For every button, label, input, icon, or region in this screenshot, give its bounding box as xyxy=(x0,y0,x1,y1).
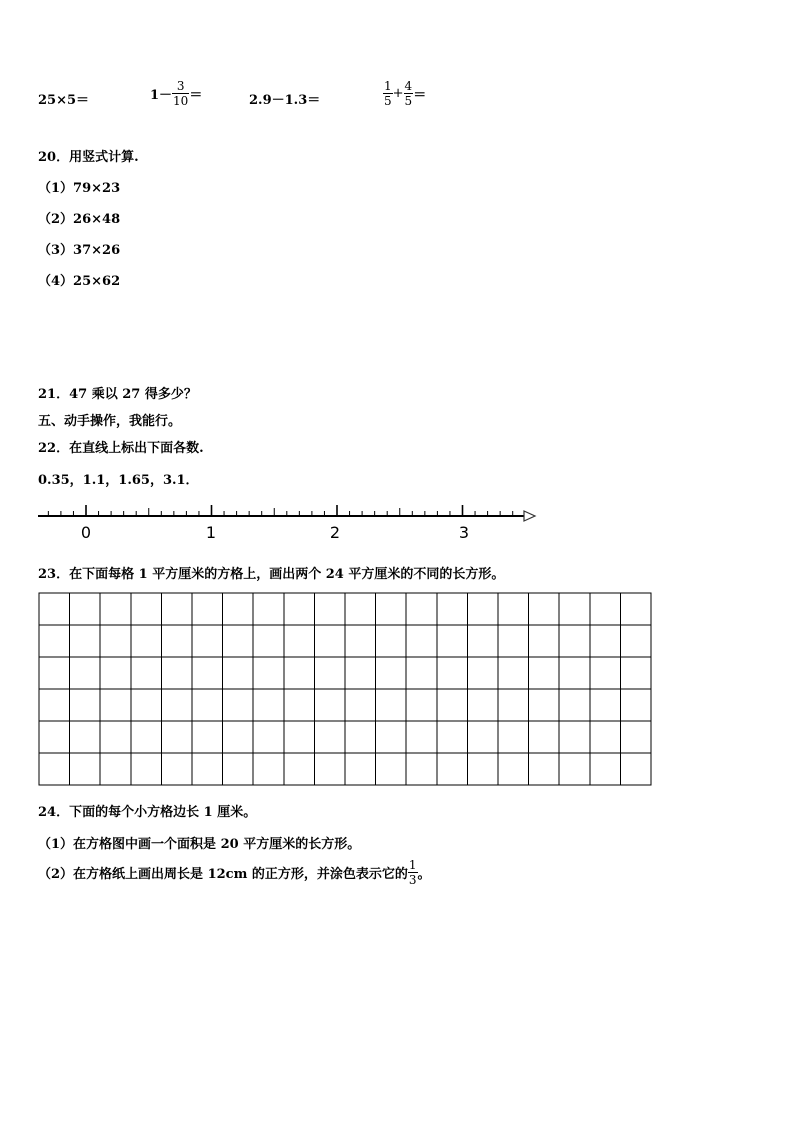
fraction-numerator: 3 xyxy=(172,79,189,94)
q21-title: 21．47 乘以 27 得多少？ xyxy=(38,387,197,402)
calc-item-1: 25×5＝ xyxy=(38,93,90,108)
q22-numbers: 0.35，1.1，1.65，3.1． xyxy=(38,473,199,488)
square-grid xyxy=(38,592,652,786)
fraction-3-10 xyxy=(172,79,189,108)
fraction-numerator: 4 xyxy=(404,79,413,93)
calc-item-2-prefix: 1－ xyxy=(150,88,173,103)
fraction-1-3 xyxy=(408,858,418,887)
fraction-4-5 xyxy=(404,79,414,108)
fraction-numerator: 1 xyxy=(408,858,417,872)
fraction-1-5 xyxy=(383,79,393,108)
number-line xyxy=(0,490,560,550)
fraction-denominator: 10 xyxy=(173,94,189,108)
calc-item-4-equals: ＝ xyxy=(413,88,427,103)
q20-item-3: （3）37×26 xyxy=(38,243,121,258)
q24-part-1: （1）在方格图中画一个面积是 20 平方厘米的长方形。 xyxy=(38,837,361,852)
q20-item-1: （1）79×23 xyxy=(38,181,121,196)
arrow-icon xyxy=(524,511,535,521)
q24-part-2 xyxy=(38,858,431,887)
plus-sign: + xyxy=(392,86,404,101)
q20-title: 20．用竖式计算. xyxy=(38,150,139,165)
tick-label-3: 3 xyxy=(458,523,470,542)
calc-item-2 xyxy=(150,79,202,108)
fraction-denominator: 5 xyxy=(404,94,413,108)
calc-item-3: 2.9－1.3＝ xyxy=(249,93,321,108)
calc-item-2-equals: ＝ xyxy=(189,88,203,103)
q24-title: 24．下面的每个小方格边长 1 厘米。 xyxy=(38,805,257,820)
fraction-denominator: 3 xyxy=(408,873,417,887)
q20-item-4: （4）25×62 xyxy=(38,274,121,289)
q24-part-2-text: （2）在方格纸上画出周长是 12cm 的正方形，并涂色表示它的 xyxy=(38,867,408,882)
section-5-title: 五、动手操作，我能行。 xyxy=(38,414,182,429)
tick-label-1: 1 xyxy=(205,523,217,542)
q24-part-2-end: 。 xyxy=(417,867,431,882)
q23-title: 23．在下面每格 1 平方厘米的方格上，画出两个 24 平方厘米的不同的长方形。 xyxy=(38,567,505,582)
fraction-numerator: 1 xyxy=(384,79,392,93)
tick-label-2: 2 xyxy=(329,523,341,542)
q22-title: 22．在直线上标出下面各数. xyxy=(38,441,204,456)
calc-item-4 xyxy=(383,79,426,108)
tick-label-0: 0 xyxy=(80,523,92,542)
q20-item-2: （2）26×48 xyxy=(38,212,121,227)
fraction-denominator: 5 xyxy=(384,94,392,108)
